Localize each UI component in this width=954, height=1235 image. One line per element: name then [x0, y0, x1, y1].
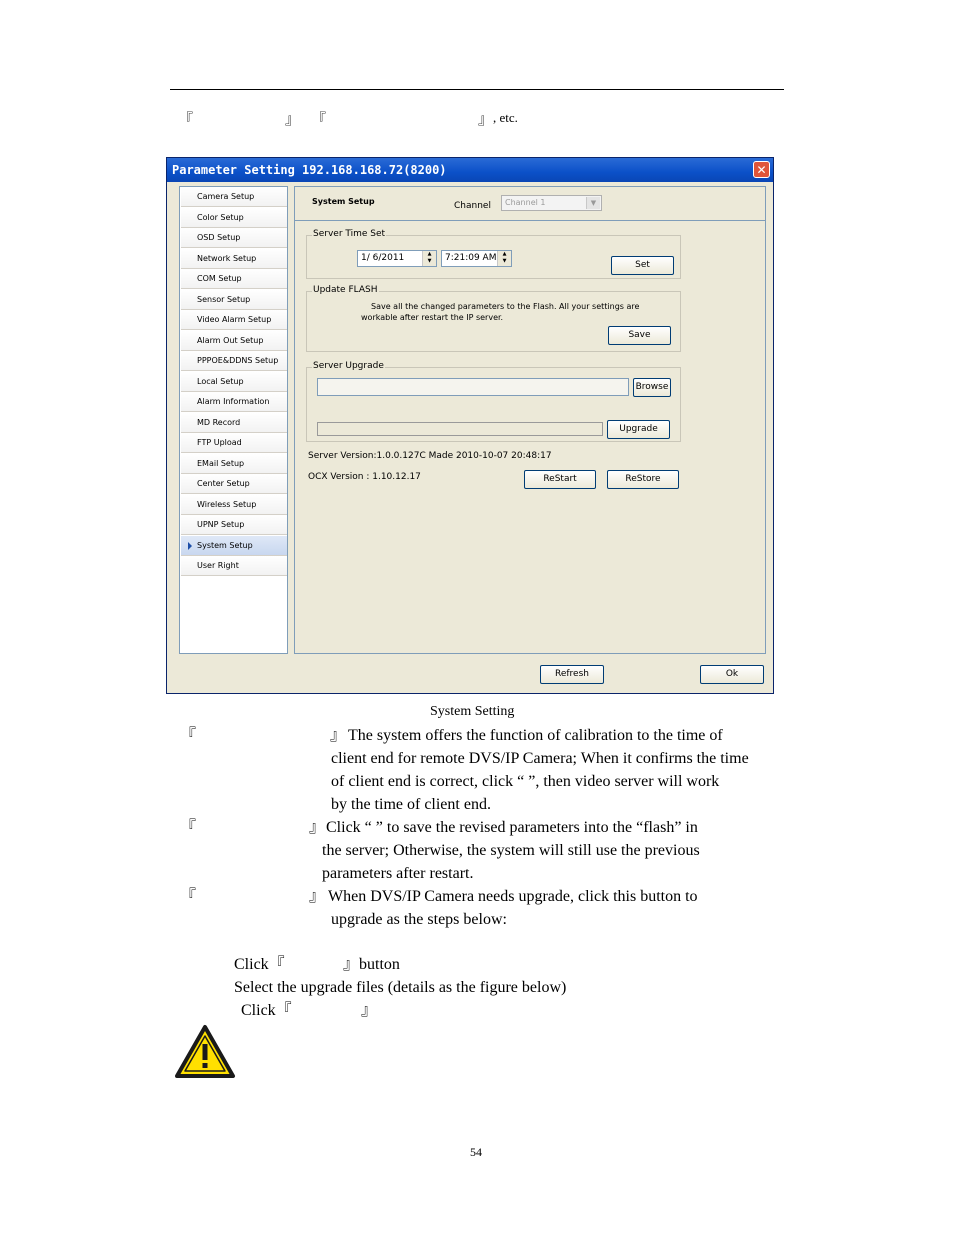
upgrade-button[interactable]: Upgrade [607, 420, 670, 439]
step-1-suffix: 』button [343, 956, 400, 973]
sidebar-item-sensor-setup[interactable]: Sensor Setup [181, 290, 287, 310]
bracket-open: 『 [180, 819, 197, 836]
upgrade-paragraph-line: upgrade as the steps below: [331, 911, 507, 928]
time-paragraph-line: by the time of client end. [331, 796, 491, 813]
server-upgrade-title: Server Upgrade [313, 361, 384, 371]
bracket-close: 』 [309, 819, 326, 836]
time-value: 7:21:09 AM [445, 253, 497, 263]
flash-text-line1: Save all the changed parameters to the Flash. All your settings are [371, 302, 640, 311]
dialog-titlebar [167, 158, 773, 182]
set-button[interactable]: Set [611, 256, 674, 275]
sidebar-item-user-right[interactable]: User Right [181, 556, 287, 576]
figure-caption: System Setting [430, 704, 515, 719]
bracket-close: 』 [330, 727, 347, 744]
server-upgrade-group [306, 361, 681, 442]
server-time-title: Server Time Set [313, 229, 386, 239]
upgrade-paragraph-line: When DVS/IP Camera needs upgrade, click this button to [328, 888, 698, 905]
date-spinner[interactable] [422, 251, 436, 266]
server-version: Server Version:1.0.0.127C Made 2010-10-07 20:48:17 [308, 451, 552, 461]
bracket-open: 『 [178, 112, 194, 128]
channel-value: Channel 1 [505, 198, 546, 207]
step-3-suffix: 』 [361, 1002, 378, 1019]
update-flash-group [306, 285, 681, 352]
flash-paragraph-line: the server; Otherwise, the system will still use the previous [322, 842, 700, 859]
ok-button[interactable]: Ok [700, 665, 764, 684]
parameter-setting-dialog [166, 157, 774, 694]
step-2: Select the upgrade files (details as the figure below) [234, 979, 567, 996]
sidebar-item-system-setup[interactable] [181, 536, 287, 556]
upgrade-file-path-input[interactable] [317, 378, 629, 396]
sidebar-item-upnp-setup[interactable]: UPNP Setup [181, 515, 287, 535]
bracket-open: 『 [180, 727, 197, 744]
sidebar-item-center-setup[interactable]: Center Setup [181, 474, 287, 494]
bracket-close: 』 [309, 888, 326, 905]
sidebar-item-osd-setup[interactable]: OSD Setup [181, 228, 287, 248]
sidebar-item-ftp-upload[interactable]: FTP Upload [181, 433, 287, 453]
refresh-button[interactable]: Refresh [540, 665, 604, 684]
update-flash-title: Update FLASH [313, 285, 378, 295]
selected-arrow-icon [188, 542, 192, 550]
dialog-title: Parameter Setting 192.168.168.72(8200) [172, 163, 447, 177]
sidebar-item-camera-setup[interactable]: Camera Setup [181, 187, 287, 207]
sidebar-item-video-alarm-setup[interactable]: Video Alarm Setup [181, 310, 287, 330]
time-picker[interactable] [441, 250, 512, 267]
step-3-prefix: Click『 [241, 1002, 292, 1019]
sidebar-item-network-setup[interactable]: Network Setup [181, 249, 287, 269]
settings-sidebar [179, 186, 288, 654]
channel-select[interactable] [501, 195, 602, 211]
panel-title: System Setup [312, 197, 375, 206]
spin-down-icon: ▼ [502, 258, 507, 264]
server-time-group [306, 229, 681, 279]
time-paragraph-line: of client end is correct, click “ ”, then video server will work [331, 773, 720, 790]
spin-up-icon: ▲ [427, 251, 432, 257]
sidebar-item-alarm-information[interactable]: Alarm Information [181, 392, 287, 412]
date-picker[interactable] [357, 250, 437, 267]
save-button[interactable]: Save [608, 326, 671, 345]
sidebar-item-local-setup[interactable]: Local Setup [181, 372, 287, 392]
date-value: 1/ 6/2011 [361, 253, 405, 263]
ocx-version: OCX Version : 1.10.12.17 [308, 472, 421, 482]
flash-text-line2: workable after restart the IP server. [361, 313, 504, 322]
sidebar-item-alarm-out-setup[interactable]: Alarm Out Setup [181, 331, 287, 351]
spin-down-icon: ▼ [427, 258, 432, 264]
time-paragraph-line: client end for remote DVS/IP Camera; When it confirms the time [331, 750, 749, 767]
bracket-open: 『 [311, 112, 327, 128]
browse-button[interactable]: Browse [633, 378, 671, 397]
sidebar-item-label: System Setup [197, 540, 253, 550]
step-1-prefix: Click『 [234, 956, 285, 973]
sidebar-item-pppoe-ddns-setup[interactable]: PPPOE&DDNS Setup [181, 351, 287, 371]
flash-paragraph-line: Click “ ” to save the revised parameters into the “flash” in [326, 819, 698, 836]
sidebar-item-md-record[interactable]: MD Record [181, 413, 287, 433]
time-paragraph-line: The system offers the function of calibration to the time of [348, 727, 723, 744]
sidebar-item-com-setup[interactable]: COM Setup [181, 269, 287, 289]
bracket-close: 』 [285, 112, 301, 128]
warning-icon [174, 1024, 236, 1080]
page-number: 54 [470, 1145, 482, 1159]
panel-divider [295, 220, 765, 221]
bracket-close: 』 [478, 112, 494, 128]
close-icon[interactable]: ✕ [753, 161, 770, 178]
sidebar-item-color-setup[interactable]: Color Setup [181, 208, 287, 228]
system-setup-panel [294, 186, 766, 654]
sidebar-item-wireless-setup[interactable]: Wireless Setup [181, 495, 287, 515]
chevron-down-icon: ▼ [586, 197, 600, 209]
channel-label: Channel [454, 201, 491, 211]
restore-button[interactable]: ReStore [607, 470, 679, 489]
upgrade-progress-bar [317, 422, 603, 436]
etc-text: , etc. [493, 110, 518, 125]
time-spinner[interactable] [497, 251, 511, 266]
spin-up-icon: ▲ [502, 251, 507, 257]
flash-paragraph-line: parameters after restart. [322, 865, 474, 882]
restart-button[interactable]: ReStart [524, 470, 596, 489]
sidebar-item-email-setup[interactable]: EMail Setup [181, 454, 287, 474]
bracket-open: 『 [180, 888, 197, 905]
header-rule [170, 89, 784, 90]
